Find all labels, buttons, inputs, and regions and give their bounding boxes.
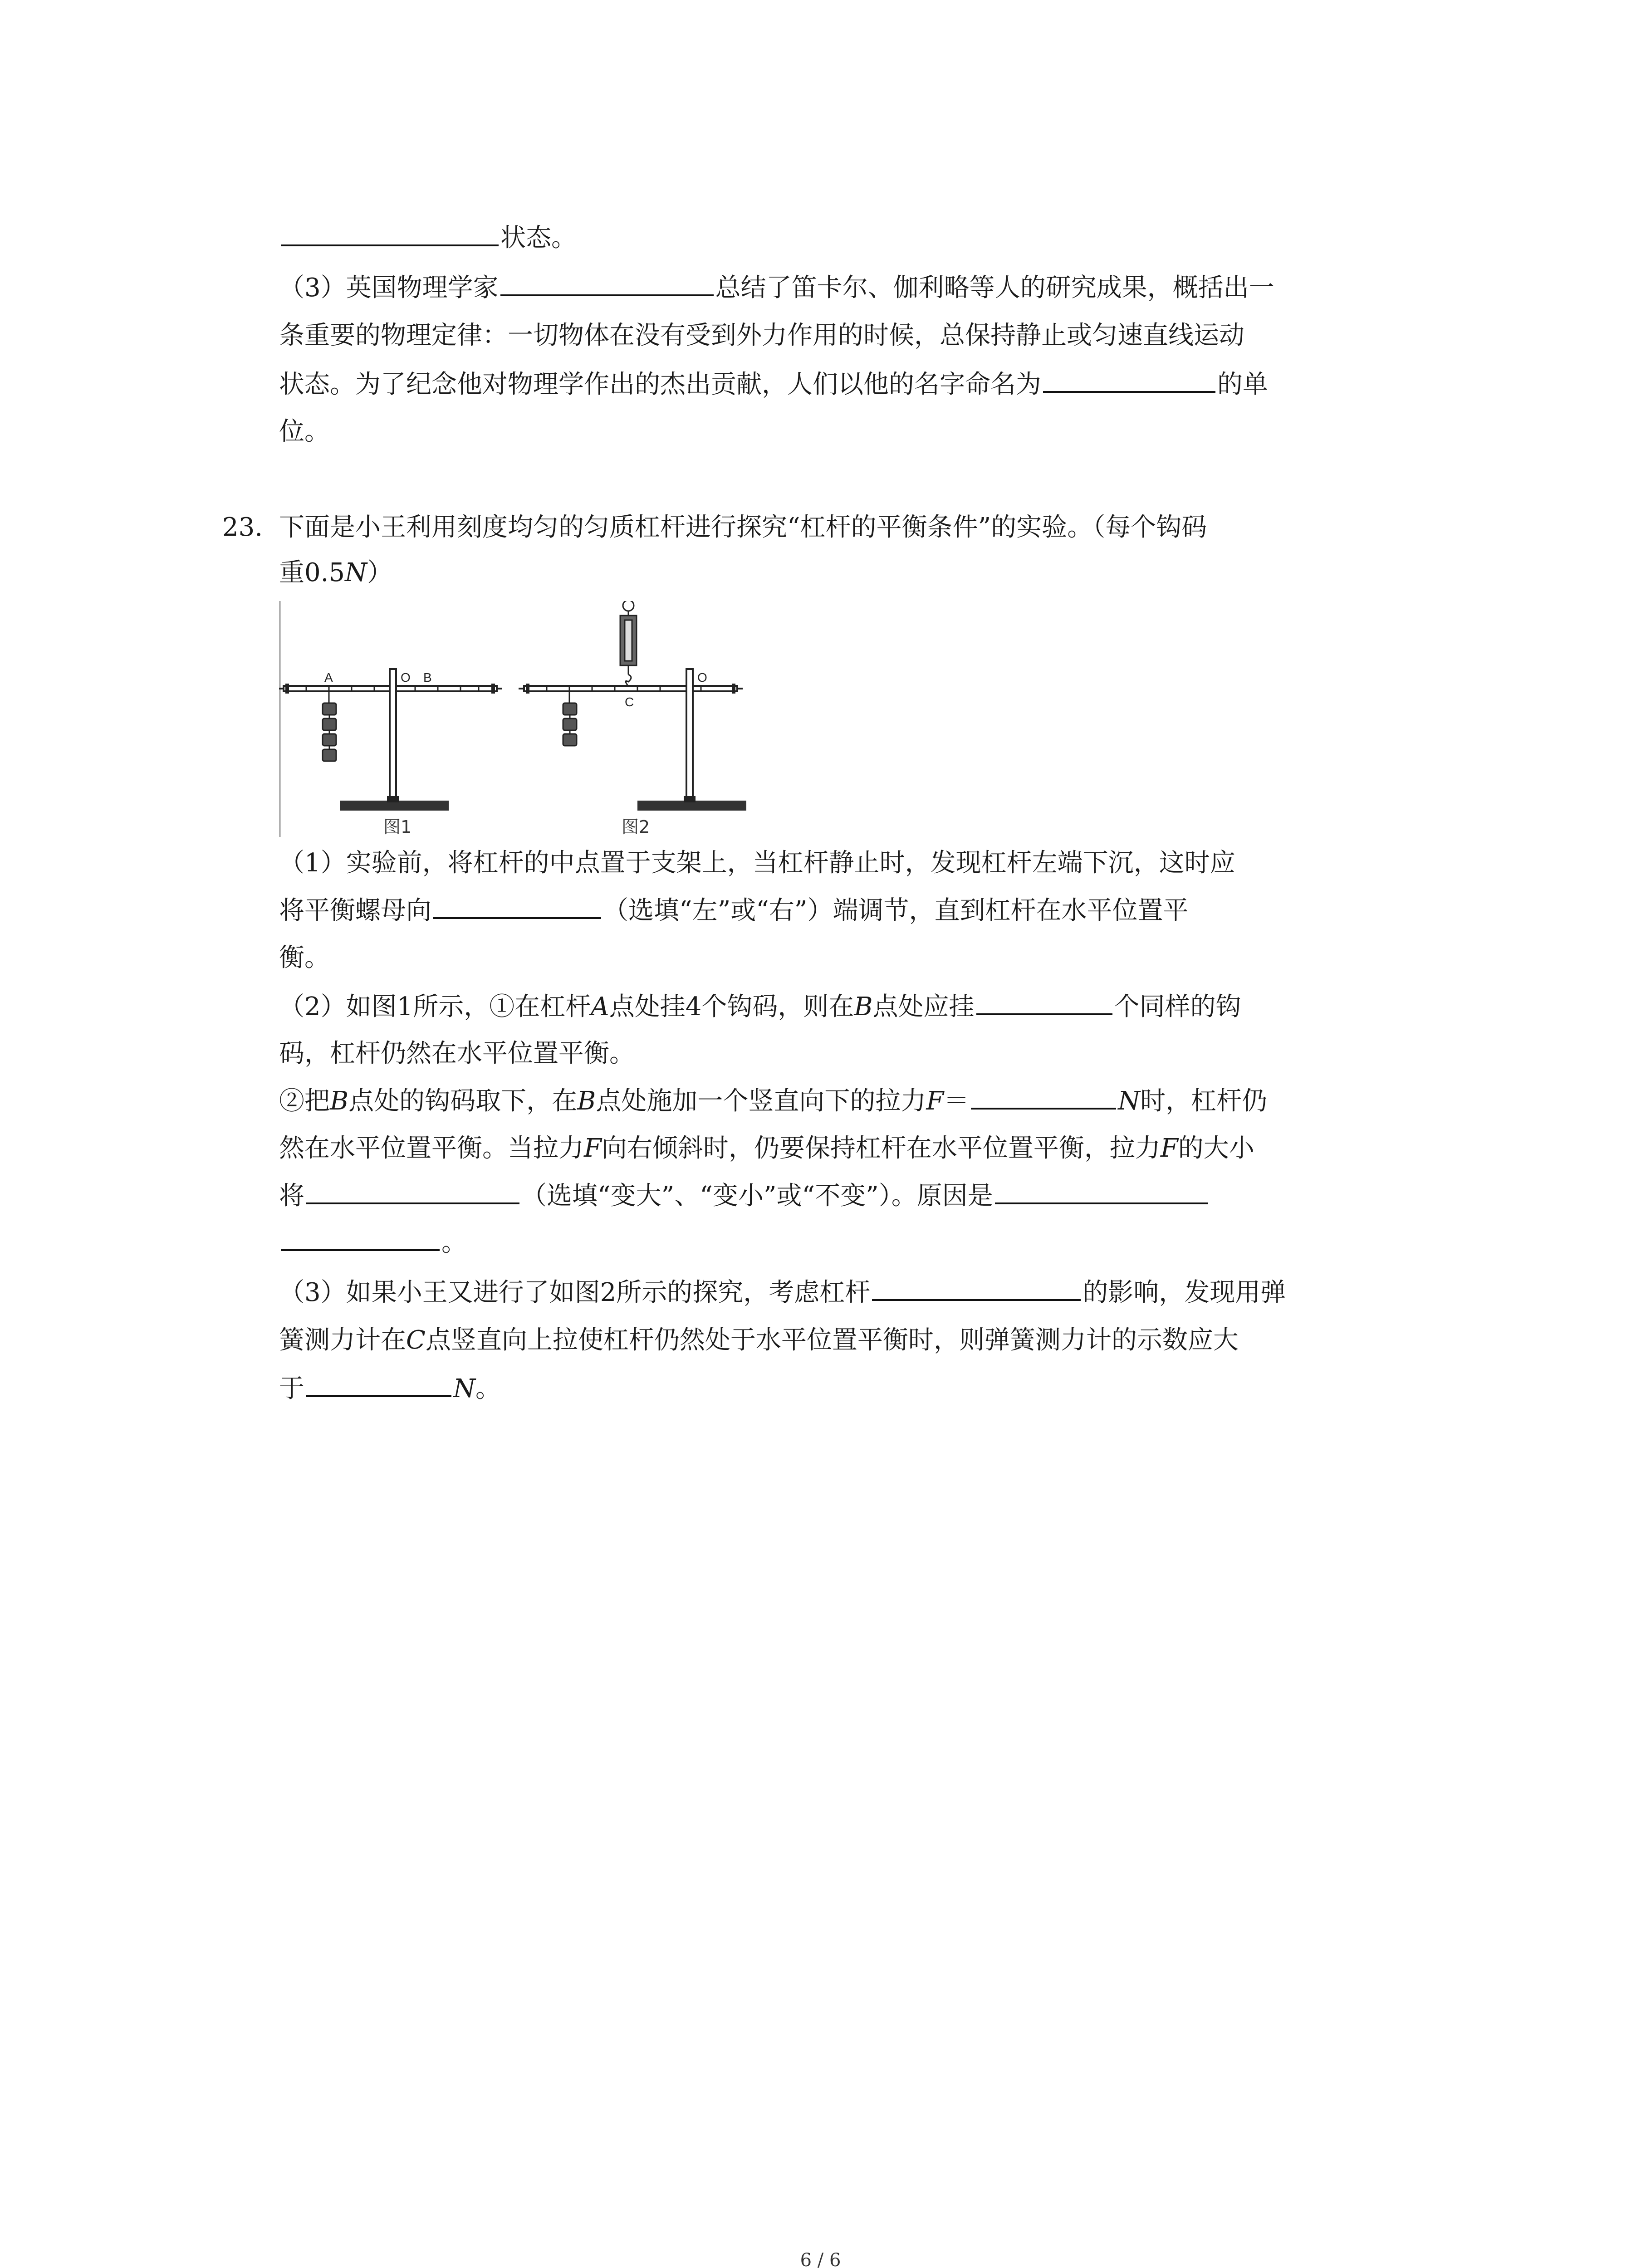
lever-diagram <box>279 601 764 846</box>
text: 向右倾斜时，仍要保持杠杆在水平位置平衡，拉力 <box>601 1134 1161 1163</box>
lever-bar-2 <box>524 686 737 691</box>
text: （选填“变大”、“变小”或“不变”）。原因是 <box>521 1181 993 1211</box>
text: 衡。 <box>279 943 330 973</box>
text: 的影响，发现用弹 <box>1083 1278 1286 1307</box>
stand-pole-1 <box>390 669 396 805</box>
text: ＝ <box>944 1086 970 1116</box>
figure1-caption: 图1 <box>383 817 412 837</box>
text-line <box>279 318 1244 354</box>
answer-blank[interactable] <box>971 1103 1116 1110</box>
text-line <box>279 1275 1286 1311</box>
text-line <box>279 1322 1239 1359</box>
text: 将平衡螺母向 <box>279 896 431 925</box>
text: （3）英国物理学家 <box>279 273 499 303</box>
answer-blank[interactable] <box>872 1295 1081 1301</box>
text: 下面是小王利用刻度均匀的匀质杠杆进行探究“杠杆的平衡条件”的实验。（每个钩码 <box>279 513 1207 542</box>
label-O: O <box>401 670 411 684</box>
label-B: B <box>423 670 432 684</box>
text: F <box>1160 1134 1178 1163</box>
answer-blank[interactable] <box>306 1198 519 1204</box>
text: 总结了笛卡尔、伽利略等人的研究成果，概括出一 <box>715 273 1274 303</box>
text: 点处施加一个竖直向下的拉力 <box>596 1086 926 1116</box>
answer-blank[interactable] <box>433 913 601 919</box>
text: 。 <box>475 1374 501 1403</box>
answer-blank[interactable] <box>1043 386 1215 393</box>
text-line <box>279 220 577 256</box>
text-line <box>279 1371 501 1407</box>
text: N <box>345 558 367 587</box>
answer-blank[interactable] <box>500 290 714 296</box>
text: 位。 <box>279 417 330 446</box>
text: 然在水平位置平衡。当拉力 <box>279 1134 584 1163</box>
text-line <box>279 1036 635 1072</box>
text: 的单 <box>1217 370 1268 399</box>
lever-figure <box>279 601 764 846</box>
text: 将 <box>279 1181 304 1211</box>
text: 点竖直向上拉使杠杆仍然处于水平位置平衡时，则弹簧测力计的示数应大 <box>425 1325 1239 1355</box>
text: 时，杠杆仍 <box>1140 1086 1268 1116</box>
text-line <box>279 509 1207 546</box>
label-A: A <box>324 670 333 684</box>
text: A <box>591 992 609 1022</box>
label-O-fig2: O <box>697 670 707 684</box>
text: F <box>584 1134 602 1163</box>
text: 条重要的物理定律：一切物体在没有受到外力作用的时候，总保持静止或匀速直线运动 <box>279 321 1244 350</box>
text: 点处应挂 <box>872 992 975 1022</box>
label-C: C <box>625 695 634 709</box>
text: 簧测力计在 <box>279 1325 406 1355</box>
text-line <box>279 270 1274 306</box>
spring-scale <box>620 601 637 686</box>
text-line <box>279 1178 1210 1214</box>
weights-fig2 <box>563 703 577 746</box>
answer-blank[interactable] <box>976 1009 1112 1015</box>
text: B <box>330 1086 349 1116</box>
text: （2）如图1所示，①在杠杆 <box>279 992 591 1022</box>
text: ②把 <box>279 1086 330 1116</box>
text: 状态。 <box>500 223 577 253</box>
question-number: 23. <box>222 513 263 542</box>
text-line <box>279 414 330 450</box>
stand-pole-2 <box>686 669 693 805</box>
answer-blank[interactable] <box>281 1245 440 1251</box>
text: （选填“左”或“右”）端调节，直到杠杆在水平位置平 <box>603 896 1189 925</box>
text: N <box>1118 1086 1141 1116</box>
text: 点处挂4个钩码，则在 <box>609 992 854 1022</box>
text: 。 <box>441 1228 467 1257</box>
text: （3）如果小王又进行了如图2所示的探究，考虑杠杆 <box>279 1278 871 1307</box>
text-line <box>279 1130 1254 1167</box>
text-line <box>279 555 392 591</box>
text-line <box>279 893 1189 929</box>
text: C <box>406 1325 426 1355</box>
text: 个同样的钩 <box>1114 992 1241 1022</box>
text: ） <box>367 558 393 587</box>
text: F <box>926 1086 944 1116</box>
text: 码，杠杆仍然在水平位置平衡。 <box>279 1039 635 1068</box>
answer-blank[interactable] <box>281 240 499 246</box>
text-line <box>279 989 1241 1025</box>
page-number: 6 / 6 <box>800 2250 841 2268</box>
text: N <box>453 1374 475 1403</box>
text: 点处的钩码取下，在 <box>348 1086 578 1116</box>
text: B <box>577 1086 596 1116</box>
figure2-caption: 图2 <box>622 817 650 837</box>
text: B <box>854 992 873 1022</box>
text-line <box>279 1083 1267 1119</box>
text: 的大小 <box>1178 1134 1254 1163</box>
answer-blank[interactable] <box>995 1198 1208 1204</box>
text-line <box>279 845 1235 881</box>
text: 重0.5 <box>279 558 345 587</box>
text-line <box>279 1225 467 1261</box>
text-line <box>279 367 1268 403</box>
text: 于 <box>279 1374 304 1403</box>
text-line <box>279 940 330 976</box>
text: 状态。为了纪念他对物理学作出的杰出贡献，人们以他的名字命名为 <box>279 370 1041 399</box>
text: （1）实验前，将杠杆的中点置于支架上，当杠杆静止时，发现杠杆左端下沉，这时应 <box>279 848 1235 878</box>
answer-blank[interactable] <box>306 1391 451 1397</box>
